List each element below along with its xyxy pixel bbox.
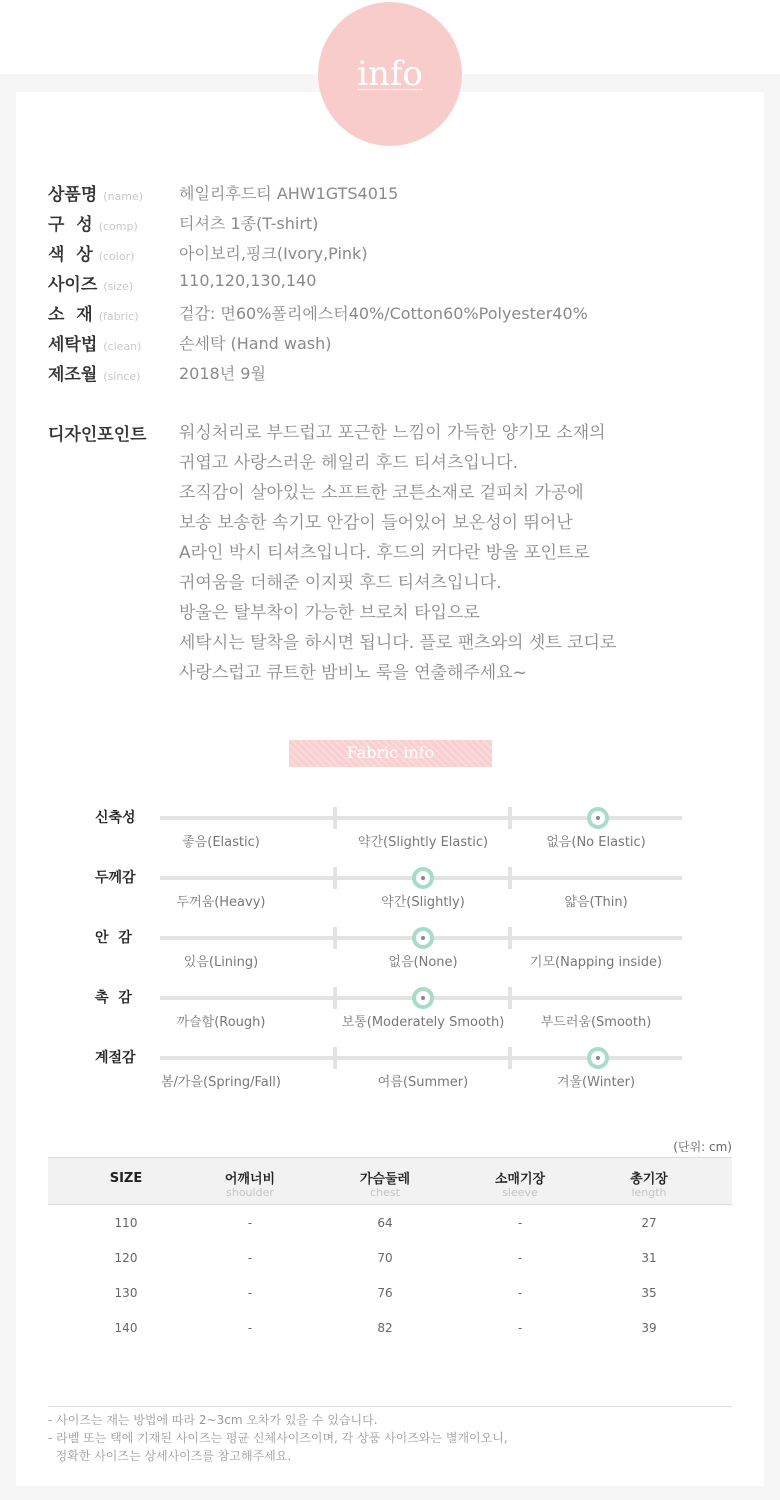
info-value: 2018년 9월 (179, 364, 266, 383)
table-cell: 35 (641, 1286, 657, 1300)
table-cell: - (517, 1321, 523, 1335)
header-shoulder-en: shoulder (226, 1186, 274, 1199)
info-key: 세탁법 (clean) (48, 335, 142, 355)
size-table-header (48, 1157, 732, 1205)
size-table (48, 1157, 732, 1345)
info-value: 겉감: 면60%폴리에스터40%/Cotton60%Polyester40% (179, 304, 588, 323)
info-value: 110,120,130,140 (179, 271, 317, 290)
table-cell: 120 (114, 1251, 138, 1265)
fabric-info-title: Fabric info (346, 743, 435, 762)
fabric-scale-option: 얇음(Thin) (564, 895, 628, 910)
note-line: - 라벨 또는 택에 기재된 사이즈는 평균 신체사이즈이며, 각 상품 사이즈와는 별개이오니, (48, 1431, 508, 1445)
info-value: 손세탁 (Hand wash) (179, 334, 332, 353)
fabric-scale-marker (412, 867, 434, 889)
design-line: 사랑스럽고 큐트한 밤비노 룩을 연출해주세요~ (179, 663, 527, 683)
fabric-scale-option: 있음(Lining) (183, 955, 259, 970)
info-row-clean (48, 330, 748, 356)
fabric-scale-option: 약간(Slightly Elastic) (357, 835, 489, 850)
fabric-scale-tick (333, 1047, 337, 1069)
table-cell: 110 (114, 1216, 138, 1230)
size-notes (48, 1411, 508, 1465)
table-cell: - (517, 1286, 523, 1300)
info-value: 티셔츠 1종(T-shirt) (179, 214, 319, 233)
info-key: 구 성 (comp) (48, 215, 138, 235)
fabric-scale-label: 안 감 (95, 930, 132, 946)
design-line: 귀엽고 사랑스러운 헤일리 후드 티셔츠입니다. (179, 453, 519, 473)
design-line: A라인 박시 티셔츠입니다. 후드의 커다란 방울 포인트로 (179, 543, 590, 563)
fabric-scale-option: 좋음(Elastic) (182, 835, 260, 850)
table-cell: 31 (641, 1251, 657, 1265)
fabric-scale-tick (333, 867, 337, 889)
size-table-body (48, 1205, 732, 1345)
fabric-scale (95, 1050, 695, 1106)
table-cell: 70 (377, 1251, 393, 1265)
table-cell: 82 (377, 1321, 393, 1335)
table-cell: - (247, 1251, 253, 1265)
info-key: 사이즈 (size) (48, 275, 134, 295)
table-cell: 130 (114, 1286, 138, 1300)
fabric-scale-option: 봄/가을(Spring/Fall) (160, 1075, 282, 1090)
fabric-scale (95, 930, 695, 986)
header-chest-en: chest (370, 1186, 400, 1199)
fabric-scale (95, 810, 695, 866)
fabric-scale-option: 여름(Summer) (377, 1075, 469, 1090)
info-row-size (48, 270, 748, 296)
fabric-scale-option: 보통(Moderately Smooth) (341, 1015, 505, 1030)
header-sleeve: 소매기장 sleeve (455, 1168, 585, 1199)
fabric-scale-label: 두께감 (95, 870, 136, 886)
design-line: 귀여움을 더해준 이지핏 후드 티셔츠입니다. (179, 573, 502, 593)
fabric-scale (95, 990, 695, 1046)
fabric-scale-tick (333, 807, 337, 829)
info-key: 상품명 (name) (48, 185, 144, 205)
fabric-scale-marker (587, 1047, 609, 1069)
info-row-color (48, 240, 748, 266)
header-length-en: length (631, 1186, 667, 1199)
info-key: 소 재 (fabric) (48, 305, 139, 325)
table-cell: 27 (641, 1216, 657, 1230)
design-point-text (179, 418, 616, 688)
fabric-scale-tick (508, 867, 512, 889)
fabric-scale-marker (412, 987, 434, 1009)
info-row-since (48, 360, 748, 386)
fabric-scale-option: 약간(Slightly) (381, 895, 465, 910)
fabric-scale-marker (587, 807, 609, 829)
fabric-scale-tick (508, 1047, 512, 1069)
table-cell: 64 (377, 1216, 393, 1230)
info-key-en: (color) (98, 250, 135, 263)
fabric-scale-option: 없음(None) (388, 955, 458, 970)
fabric-scale-label: 신축성 (95, 810, 136, 826)
fabric-scale-option: 까슬함(Rough) (176, 1015, 266, 1030)
fabric-scale-tick (333, 987, 337, 1009)
header-shoulder: 어깨너비 shoulder (185, 1168, 315, 1199)
info-key-en: (size) (103, 280, 134, 293)
design-line: 조직감이 살아있는 소프트한 코튼소재로 겉피치 가공에 (179, 483, 584, 503)
fabric-scale-option: 부드러움(Smooth) (540, 1015, 652, 1030)
table-cell: - (247, 1286, 253, 1300)
note-line: 정확한 사이즈는 상세사이즈를 참고해주세요. (48, 1449, 292, 1463)
info-key: 색 상 (color) (48, 245, 135, 265)
fabric-scale-label: 계절감 (95, 1050, 136, 1066)
design-line: 방울은 탈부착이 가능한 브로치 타입으로 (179, 603, 480, 623)
table-cell: 76 (377, 1286, 393, 1300)
info-row-comp (48, 210, 748, 236)
table-cell: 140 (114, 1321, 138, 1335)
unit-label: (단위: cm) (673, 1140, 732, 1154)
fabric-scale (95, 870, 695, 926)
info-key-en: (since) (103, 370, 141, 383)
fabric-scale-option: 두꺼움(Heavy) (176, 895, 266, 910)
fabric-scale-tick (508, 807, 512, 829)
info-row-fabric (48, 300, 748, 326)
table-row (48, 1240, 732, 1275)
info-value: 아이보리,핑크(Ivory,Pink) (179, 244, 368, 263)
design-line: 보송 보송한 속기모 안감이 들어있어 보온성이 뛰어난 (179, 513, 573, 533)
info-row-name (48, 180, 748, 206)
note-line: - 사이즈는 재는 방법에 따라 2~3cm 오차가 있을 수 있습니다. (48, 1413, 378, 1427)
table-cell: - (247, 1321, 253, 1335)
info-key-en: (fabric) (98, 310, 139, 323)
fabric-scale-label: 촉 감 (95, 990, 132, 1006)
header-length: 총기장 length (584, 1168, 714, 1199)
table-cell: - (517, 1216, 523, 1230)
header-sleeve-en: sleeve (502, 1186, 538, 1199)
info-key-en: (clean) (103, 340, 142, 353)
header-size: SIZE (109, 1171, 143, 1186)
info-key-en: (comp) (98, 220, 138, 233)
table-row (48, 1310, 732, 1345)
info-badge (318, 2, 462, 146)
info-key: 제조월 (since) (48, 365, 141, 385)
fabric-scale-tick (508, 927, 512, 949)
info-badge-label: info (357, 54, 423, 94)
table-row (48, 1275, 732, 1310)
table-row (48, 1205, 732, 1240)
table-divider (48, 1406, 732, 1407)
info-value: 헤일리후드티 AHW1GTS4015 (179, 184, 399, 203)
fabric-info-banner (289, 740, 492, 767)
fabric-scale-option: 기모(Napping inside) (529, 955, 663, 970)
fabric-scale-marker (412, 927, 434, 949)
table-cell: - (247, 1216, 253, 1230)
header-chest: 가슴둘레 chest (320, 1168, 450, 1199)
fabric-scale-option: 없음(No Elastic) (546, 835, 646, 850)
design-line: 워싱처리로 부드럽고 포근한 느낌이 가득한 양기모 소재의 (179, 423, 606, 443)
info-key-en: (name) (103, 190, 144, 203)
fabric-scale-tick (333, 927, 337, 949)
table-cell: - (517, 1251, 523, 1265)
design-line: 세탁시는 탈착을 하시면 됩니다. 플로 팬츠와의 셋트 코디로 (179, 633, 617, 653)
fabric-scale-option: 겨울(Winter) (556, 1075, 636, 1090)
fabric-scale-tick (508, 987, 512, 1009)
design-point-title: 디자인포인트 (48, 425, 147, 445)
table-cell: 39 (641, 1321, 657, 1335)
